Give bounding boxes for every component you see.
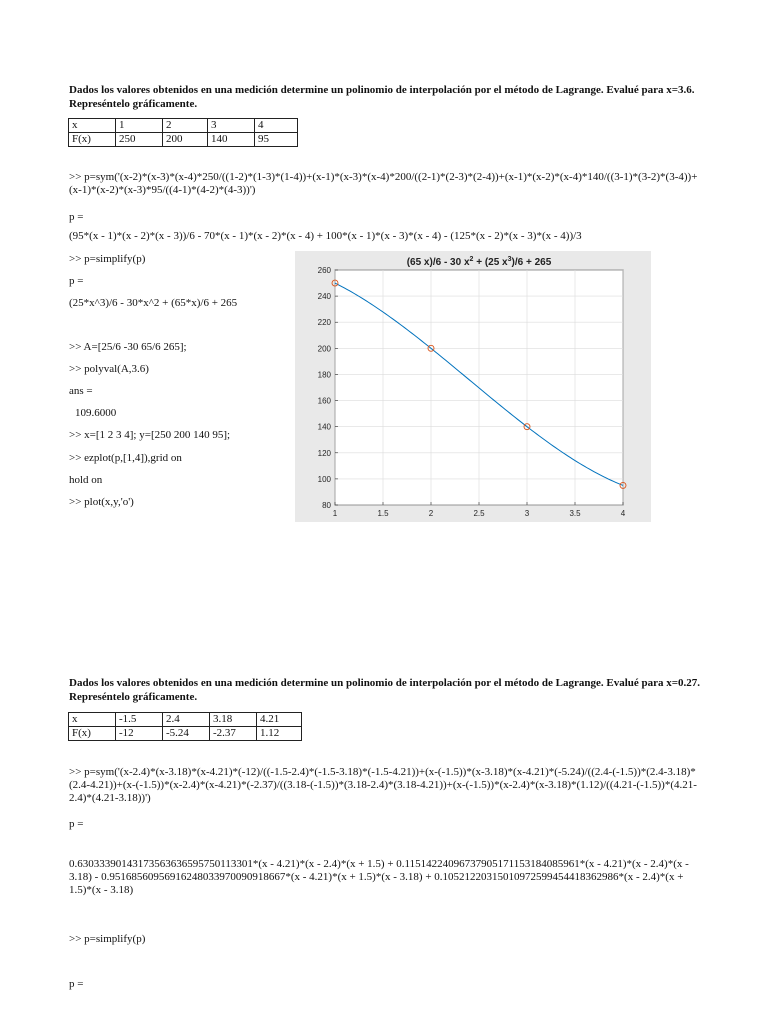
code-line: ans = bbox=[69, 385, 93, 397]
problem-2-heading: Dados los valores obtenidos en una medición determine un polinomio de interpolación por el método de Lagrange. Evalué para x=0.27. Represéntelo gráficamente. bbox=[69, 677, 701, 703]
y-tick-label: 220 bbox=[317, 318, 331, 328]
code-line: 0.63033390143173563636595750113301*(x - 4.21)*(x - 2.4)*(x + 1.5) + 0.11514224096737905171153184085961*(x - 4.21)*(x - 2.4)*(x - 3.18) - 0.95168560956916248033970090918667*(x - 4.21)*(x + 1.5)*(x - 3.18) + 0.10521220315010972599454418362986*(x - 2.4)*(x + 1.5)*(x - 3.18) bbox=[69, 858, 689, 896]
table-cell: F(x) bbox=[69, 727, 116, 741]
table-cell: -1.5 bbox=[116, 713, 163, 727]
x-tick-label: 2 bbox=[428, 509, 434, 518]
table-row bbox=[69, 133, 298, 147]
code-line: >> ezplot(p,[1,4]),grid on bbox=[69, 452, 182, 464]
x-tick-label: 3.5 bbox=[569, 509, 581, 518]
table-cell: -5.24 bbox=[163, 727, 210, 741]
data-table-1 bbox=[68, 118, 298, 147]
data-table-2 bbox=[68, 712, 302, 741]
plot-figure bbox=[295, 251, 651, 522]
code-line: >> p=sym('(x-2.4)*(x-3.18)*(x-4.21)*(-12)/((-1.5-2.4)*(-1.5-3.18)*(-1.5-4.21))+(x-(-1.5))*(x-3.18)*(x-4.21)*(-5.24)/((2.4-(-1.5))*(2.4-3.18)*(2.4-4.21))+(x-(-1.5))*(x-2.4)*(x-4.21)*(-2.37)/((3.18-(-1.5))*(3.18-2.4)*(3.18-4.21))+(x-(-1.5))*(x-2.4)*(x-3.18)*(1.12)/((4.21-(-1.5))*(4.21-2.4)*(4.21-3.18))') bbox=[69, 766, 697, 804]
table-row bbox=[69, 727, 302, 741]
code-line: >> polyval(A,3.6) bbox=[69, 363, 149, 375]
y-tick-label: 80 bbox=[322, 501, 331, 510]
plot-title: (65 x)/6 - 30 $x^2 + (25$ $x^3)/6 + 265$ bbox=[406, 256, 552, 268]
code-line: (25*x^3)/6 - 30*x^2 + (65*x)/6 + 265 bbox=[69, 297, 238, 309]
x-tick-label: 1.5 bbox=[377, 509, 389, 518]
code-line: >> plot(x,y,'o') bbox=[69, 496, 134, 508]
problem-1-heading: Dados los valores obtenidos en una medición determine un polinomio de interpolación por el método de Lagrange. Evalué para x=3.6. Represéntelo gráficamente. bbox=[69, 84, 695, 110]
table-cell: x bbox=[69, 713, 116, 727]
y-tick-label: 180 bbox=[317, 370, 331, 380]
table-cell: 4 bbox=[255, 119, 298, 133]
y-tick-label: 160 bbox=[317, 396, 331, 406]
code-line: 109.6000 bbox=[75, 407, 117, 419]
y-tick-label: 200 bbox=[317, 344, 331, 354]
table-cell: 2 bbox=[163, 119, 208, 133]
table-row bbox=[69, 119, 298, 133]
code-line: p = bbox=[69, 978, 84, 990]
table-cell: 2.4 bbox=[163, 713, 210, 727]
code-line: p = bbox=[69, 211, 84, 223]
x-tick-label: 3 bbox=[524, 509, 530, 518]
code-line: hold on bbox=[69, 474, 103, 486]
code-line: >> p=simplify(p) bbox=[69, 253, 146, 265]
table-cell: 3.18 bbox=[210, 713, 257, 727]
table-cell: -2.37 bbox=[210, 727, 257, 741]
code-line: p = bbox=[69, 818, 84, 830]
table-cell: 250 bbox=[116, 133, 163, 147]
code-line: >> p=sym('(x-2)*(x-3)*(x-4)*250/((1-2)*(1-3)*(1-4))+(x-1)*(x-3)*(x-4)*200/((2-1)*(2-3)*(2-4))+(x-1)*(x-2)*(x-4)*140/((3-1)*(3-2)*(3-4))+(x-1)*(x-2)*(x-3)*95/((4-1)*(4-2)*(4-3))') bbox=[69, 171, 698, 196]
y-tick-label: 120 bbox=[317, 448, 331, 458]
code-line: >> p=simplify(p) bbox=[69, 933, 146, 945]
x-tick-label: 2.5 bbox=[473, 509, 485, 518]
code-line: >> A=[25/6 -30 65/6 265]; bbox=[69, 341, 187, 353]
lagrange-plot bbox=[295, 251, 651, 522]
y-tick-label: 140 bbox=[317, 422, 331, 432]
table-cell: F(x) bbox=[69, 133, 116, 147]
code-line: (95*(x - 1)*(x - 2)*(x - 3))/6 - 70*(x - 1)*(x - 2)*(x - 4) + 100*(x - 1)*(x - 3)*(x - 4) - (125*(x - 2)*(x - 3)*(x - 4))/3 bbox=[69, 230, 582, 242]
y-tick-label: 100 bbox=[317, 474, 331, 484]
table-cell: 1.12 bbox=[257, 727, 302, 741]
table-row bbox=[69, 713, 302, 727]
table-cell: 3 bbox=[208, 119, 255, 133]
table-cell: x bbox=[69, 119, 116, 133]
code-line: >> x=[1 2 3 4]; y=[250 200 140 95]; bbox=[69, 429, 231, 441]
y-tick-label: 260 bbox=[317, 266, 331, 275]
table-cell: 95 bbox=[255, 133, 298, 147]
y-tick-label: 240 bbox=[317, 292, 331, 302]
code-line: p = bbox=[69, 275, 84, 287]
table-cell: 1 bbox=[116, 119, 163, 133]
table-cell: 4.21 bbox=[257, 713, 302, 727]
table-cell: 140 bbox=[208, 133, 255, 147]
table-cell: -12 bbox=[116, 727, 163, 741]
x-tick-label: 4 bbox=[620, 509, 626, 518]
table-cell: 200 bbox=[163, 133, 208, 147]
x-tick-label: 1 bbox=[332, 509, 338, 518]
